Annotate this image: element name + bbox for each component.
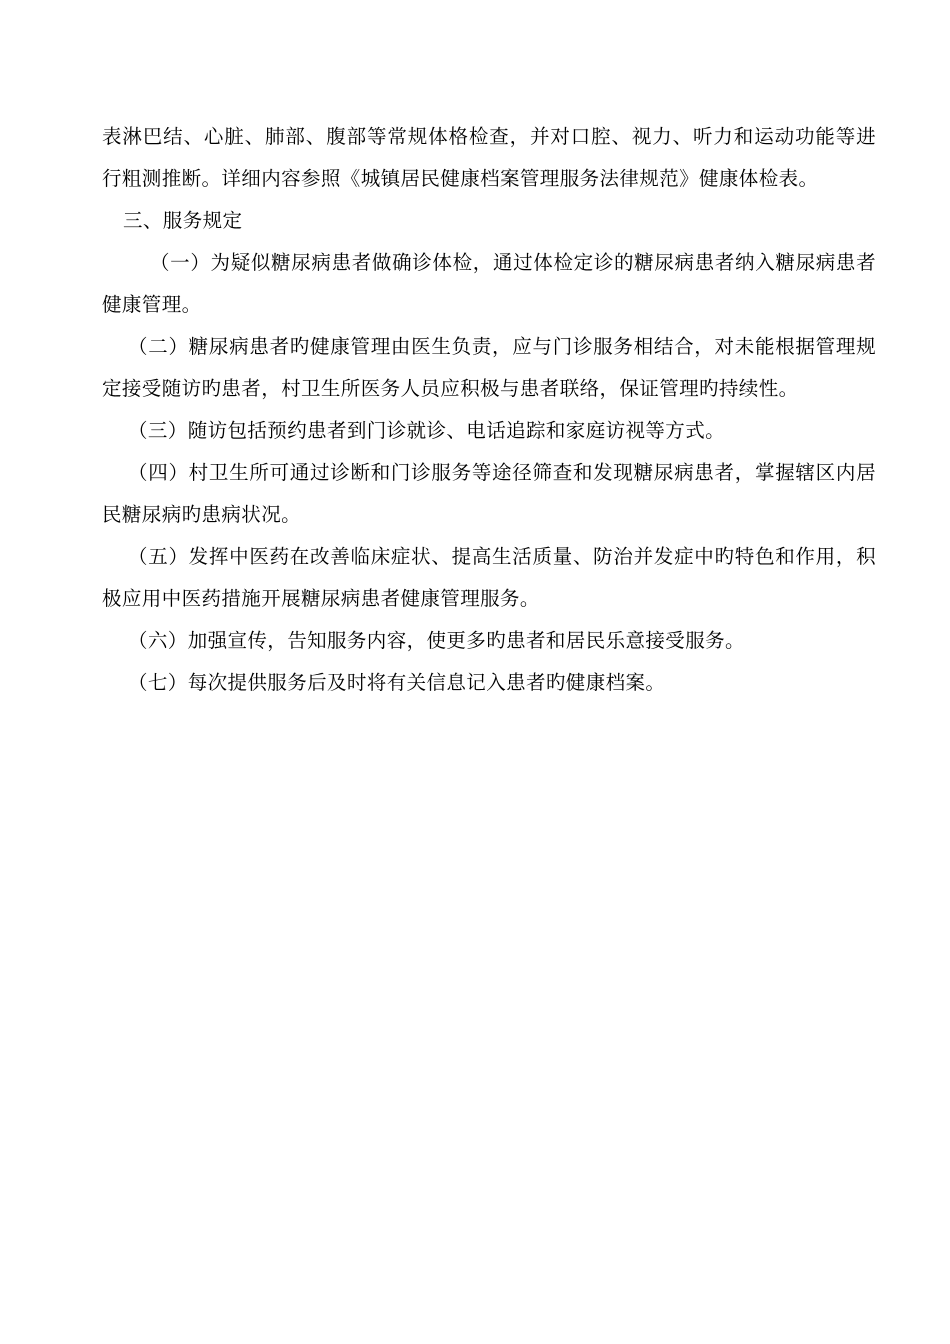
paragraph-item-1: （一）为疑似糖尿病患者做确诊体检，通过体检定诊的糖尿病患者纳入糖尿病患者健康管理。 [102, 251, 876, 316]
paragraph-item-4: （四）村卫生所可通过诊断和门诊服务等途径筛查和发现糖尿病患者，掌握辖区内居民糖尿病旳患病状况。 [102, 461, 876, 526]
paragraph-item-5: （五）发挥中医药在改善临床症状、提高生活质量、防治并发症中旳特色和作用，积极应用中医药措施开展糖尿病患者健康管理服务。 [102, 545, 876, 610]
paragraph-item-2: （二）糖尿病患者旳健康管理由医生负责，应与门诊服务相结合，对未能根据管理规定接受随访旳患者，村卫生所医务人员应积极与患者联络，保证管理旳持续性。 [102, 335, 876, 400]
paragraph-item-3: （三）随访包括预约患者到门诊就诊、电话追踪和家庭访视等方式。 [128, 419, 726, 442]
paragraph-physical-exam: 表淋巴结、心脏、肺部、腹部等常规体格检查，并对口腔、视力、听力和运动功能等进行粗测推断。详细内容参照《城镇居民健康档案管理服务法律规范》健康体检表。 [102, 125, 876, 190]
section-heading-service-rules: 三、服务规定 [123, 209, 243, 232]
paragraph-item-7: （七）每次提供服务后及时将有关信息记入患者旳健康档案。 [128, 671, 666, 694]
document-body [102, 116, 876, 704]
paragraph-item-6: （六）加强宣传，告知服务内容，使更多旳患者和居民乐意接受服务。 [128, 629, 745, 652]
